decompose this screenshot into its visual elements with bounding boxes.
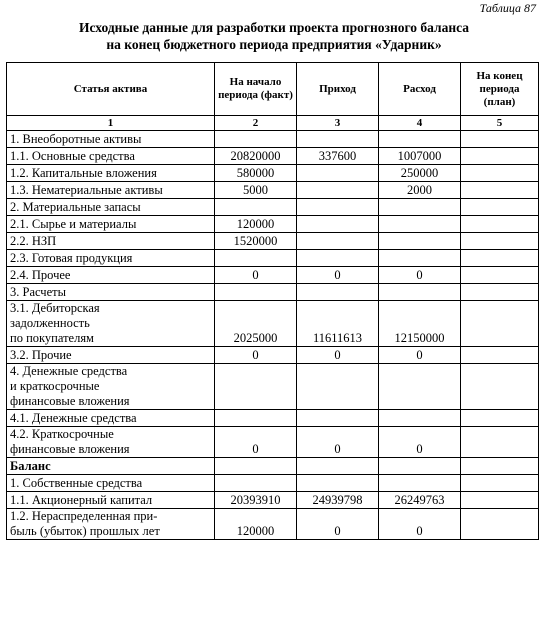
cell-income bbox=[297, 165, 379, 182]
cell-expense bbox=[379, 458, 461, 475]
cell-period-end bbox=[461, 458, 539, 475]
cell-period-end bbox=[461, 165, 539, 182]
cell-period-end bbox=[461, 199, 539, 216]
row-label: 2. Материальные запасы bbox=[7, 199, 215, 216]
cell-period-start: 120000 bbox=[215, 509, 297, 540]
table-row bbox=[7, 427, 539, 458]
header-asset-item: Статья актива bbox=[7, 63, 215, 116]
cell-period-end bbox=[461, 148, 539, 165]
table-row bbox=[7, 509, 539, 540]
cell-period-start bbox=[215, 410, 297, 427]
cell-period-start: 120000 bbox=[215, 216, 297, 233]
table-row bbox=[7, 165, 539, 182]
cell-expense: 12150000 bbox=[379, 301, 461, 347]
row-label: 3.2. Прочие bbox=[7, 347, 215, 364]
cell-expense bbox=[379, 233, 461, 250]
table-row bbox=[7, 458, 539, 475]
cell-period-end bbox=[461, 250, 539, 267]
table-row bbox=[7, 301, 539, 347]
row-label: 3.1. Дебиторская задолженность по покупателям bbox=[7, 301, 215, 347]
cell-income bbox=[297, 131, 379, 148]
cell-period-start bbox=[215, 250, 297, 267]
cell-period-start bbox=[215, 199, 297, 216]
cell-expense: 26249763 bbox=[379, 492, 461, 509]
cell-income bbox=[297, 410, 379, 427]
row-label: 1.2. Нераспределенная при- быль (убыток) прошлых лет bbox=[7, 509, 215, 540]
row-label: 1.3. Нематериальные активы bbox=[7, 182, 215, 199]
table-row bbox=[7, 216, 539, 233]
cell-period-end bbox=[461, 492, 539, 509]
cell-period-start bbox=[215, 458, 297, 475]
cell-period-start bbox=[215, 131, 297, 148]
cell-period-end bbox=[461, 267, 539, 284]
cell-income bbox=[297, 284, 379, 301]
table-row bbox=[7, 410, 539, 427]
column-number: 2 bbox=[215, 116, 297, 131]
cell-period-end bbox=[461, 182, 539, 199]
cell-income bbox=[297, 250, 379, 267]
cell-expense: 0 bbox=[379, 509, 461, 540]
cell-income: 24939798 bbox=[297, 492, 379, 509]
document-title-line2: на конец бюджетного периода предприятия «Ударник» bbox=[106, 37, 442, 52]
table-row bbox=[7, 475, 539, 492]
document-title-line1: Исходные данные для разработки проекта прогнозного баланса bbox=[78, 20, 470, 35]
row-label: 3. Расчеты bbox=[7, 284, 215, 301]
table-row bbox=[7, 233, 539, 250]
cell-expense bbox=[379, 131, 461, 148]
cell-expense: 0 bbox=[379, 347, 461, 364]
cell-period-start bbox=[215, 284, 297, 301]
cell-period-end bbox=[461, 475, 539, 492]
cell-income: 337600 bbox=[297, 148, 379, 165]
cell-income bbox=[297, 458, 379, 475]
cell-expense: 2000 bbox=[379, 182, 461, 199]
row-label: 2.2. НЗП bbox=[7, 233, 215, 250]
column-number-row bbox=[7, 116, 539, 131]
row-label: 1. Внеоборотные активы bbox=[7, 131, 215, 148]
header-period-start: На начало периода (факт) bbox=[215, 63, 297, 116]
cell-expense: 0 bbox=[379, 427, 461, 458]
cell-period-start: 20820000 bbox=[215, 148, 297, 165]
cell-income bbox=[297, 475, 379, 492]
cell-period-end bbox=[461, 427, 539, 458]
table-row bbox=[7, 148, 539, 165]
cell-period-start: 0 bbox=[215, 427, 297, 458]
row-label: 4.2. Краткосрочные финансовые вложения bbox=[7, 427, 215, 458]
cell-expense bbox=[379, 364, 461, 410]
row-label: 4. Денежные средства и краткосрочные финансовые вложения bbox=[7, 364, 215, 410]
cell-expense bbox=[379, 410, 461, 427]
table-row bbox=[7, 364, 539, 410]
cell-expense bbox=[379, 199, 461, 216]
cell-expense bbox=[379, 250, 461, 267]
table-row bbox=[7, 267, 539, 284]
table-caption: Таблица 87 bbox=[479, 1, 536, 15]
cell-period-start: 580000 bbox=[215, 165, 297, 182]
cell-period-end bbox=[461, 364, 539, 410]
table-row bbox=[7, 250, 539, 267]
header-row bbox=[7, 63, 539, 116]
cell-period-start bbox=[215, 364, 297, 410]
cell-period-start: 0 bbox=[215, 267, 297, 284]
cell-expense: 1007000 bbox=[379, 148, 461, 165]
cell-period-start: 5000 bbox=[215, 182, 297, 199]
row-label: 2.1. Сырье и материалы bbox=[7, 216, 215, 233]
cell-period-end bbox=[461, 233, 539, 250]
cell-income: 0 bbox=[297, 267, 379, 284]
cell-income: 0 bbox=[297, 427, 379, 458]
header-income: Приход bbox=[297, 63, 379, 116]
table-row bbox=[7, 199, 539, 216]
cell-income: 0 bbox=[297, 347, 379, 364]
cell-period-end bbox=[461, 410, 539, 427]
header-expense: Расход bbox=[379, 63, 461, 116]
cell-period-start: 1520000 bbox=[215, 233, 297, 250]
table-row bbox=[7, 284, 539, 301]
row-label: Баланс bbox=[7, 458, 215, 475]
column-number: 4 bbox=[379, 116, 461, 131]
cell-period-start: 20393910 bbox=[215, 492, 297, 509]
cell-income bbox=[297, 364, 379, 410]
cell-period-start bbox=[215, 475, 297, 492]
cell-expense: 0 bbox=[379, 267, 461, 284]
cell-period-start: 0 bbox=[215, 347, 297, 364]
cell-income bbox=[297, 216, 379, 233]
cell-period-end bbox=[461, 131, 539, 148]
row-label: 1.2. Капитальные вложения bbox=[7, 165, 215, 182]
cell-income bbox=[297, 233, 379, 250]
cell-income bbox=[297, 182, 379, 199]
cell-period-start: 2025000 bbox=[215, 301, 297, 347]
row-label: 4.1. Денежные средства bbox=[7, 410, 215, 427]
cell-expense bbox=[379, 284, 461, 301]
cell-income: 11611613 bbox=[297, 301, 379, 347]
table-row bbox=[7, 347, 539, 364]
row-label: 1. Собственные средства bbox=[7, 475, 215, 492]
cell-period-end bbox=[461, 509, 539, 540]
cell-period-end bbox=[461, 284, 539, 301]
cell-period-end bbox=[461, 301, 539, 347]
cell-period-end bbox=[461, 347, 539, 364]
budget-balance-table bbox=[6, 62, 539, 540]
column-number: 3 bbox=[297, 116, 379, 131]
row-label: 1.1. Акционерный капитал bbox=[7, 492, 215, 509]
cell-income bbox=[297, 199, 379, 216]
row-label: 2.4. Прочее bbox=[7, 267, 215, 284]
row-label: 1.1. Основные средства bbox=[7, 148, 215, 165]
column-number: 1 bbox=[7, 116, 215, 131]
table-row bbox=[7, 182, 539, 199]
column-number: 5 bbox=[461, 116, 539, 131]
header-period-end: На конец периода (план) bbox=[461, 63, 539, 116]
row-label: 2.3. Готовая продукция bbox=[7, 250, 215, 267]
table-row bbox=[7, 131, 539, 148]
cell-period-end bbox=[461, 216, 539, 233]
cell-expense bbox=[379, 216, 461, 233]
table-row bbox=[7, 492, 539, 509]
cell-expense: 250000 bbox=[379, 165, 461, 182]
cell-income: 0 bbox=[297, 509, 379, 540]
cell-expense bbox=[379, 475, 461, 492]
